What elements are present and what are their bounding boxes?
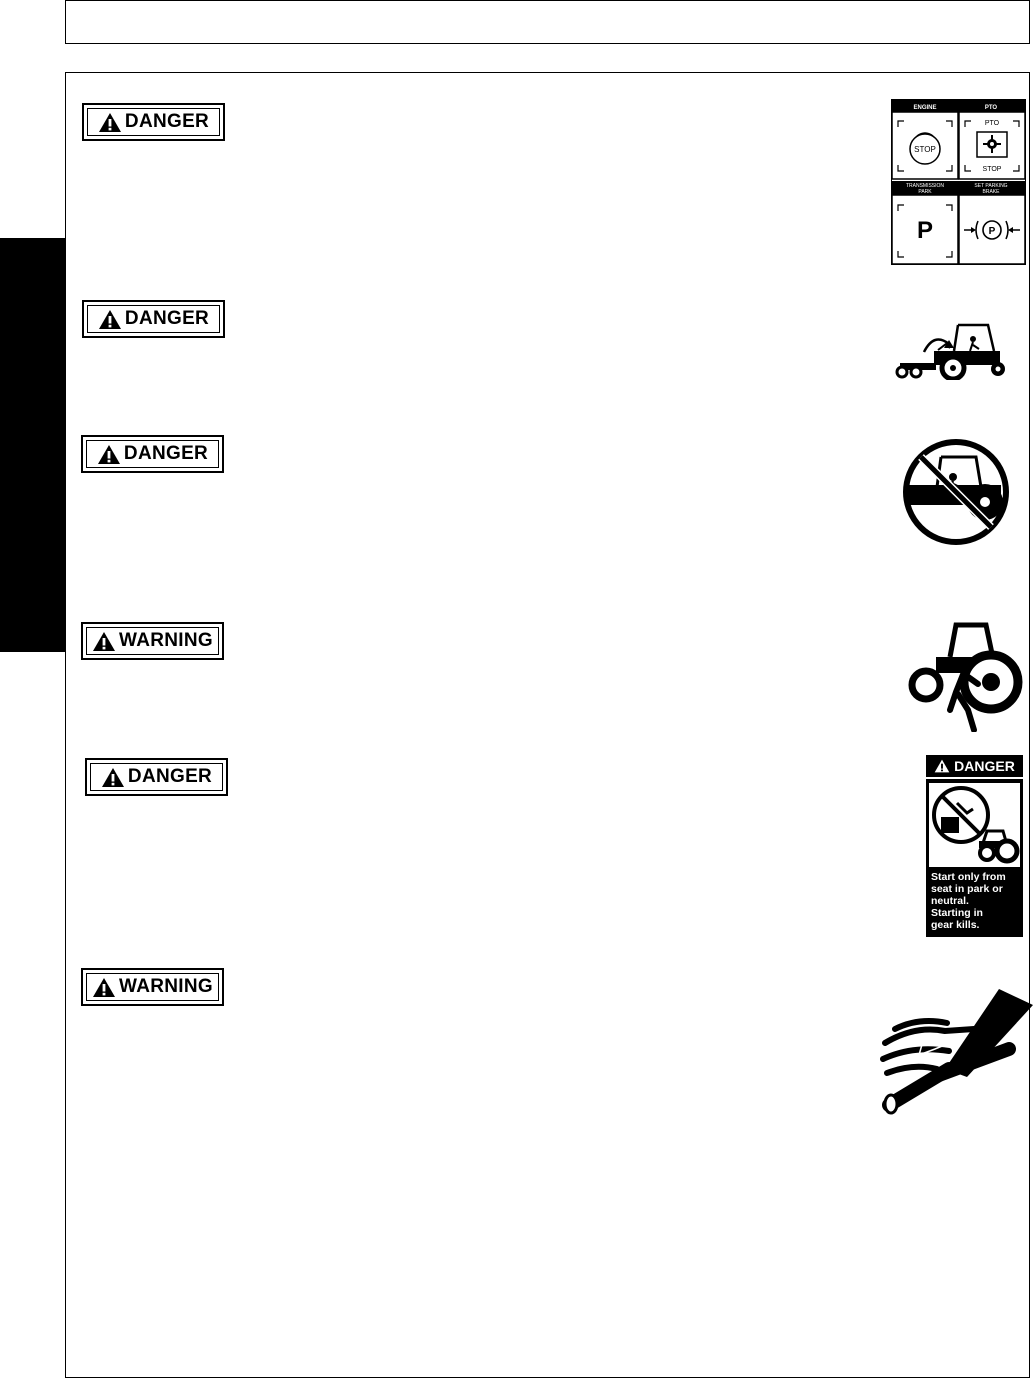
warning-triangle-icon: [101, 767, 125, 788]
signal-badge-danger-3: [81, 435, 224, 473]
decal-signal-word: DANGER: [954, 758, 1015, 774]
decal-line: gear kills.: [931, 919, 980, 931]
signal-word: DANGER: [124, 111, 210, 132]
warning-triangle-icon: [934, 759, 950, 773]
signal-badge-danger-4: [85, 758, 228, 796]
decal-message: [926, 867, 1023, 931]
safety-content-frame: [65, 72, 1030, 1378]
decal-line: seat in park or: [931, 883, 1003, 895]
signal-word: DANGER: [124, 308, 210, 329]
warning-triangle-icon: [98, 309, 122, 330]
section-side-tab: [0, 238, 65, 652]
signal-word: WARNING: [119, 976, 213, 997]
decal-line: Starting in: [931, 907, 983, 919]
decal-transmission-sub: PARK: [918, 189, 932, 195]
decal-brake-sub: BRAKE: [982, 189, 1000, 195]
signal-word: DANGER: [127, 766, 213, 787]
warning-triangle-icon: [92, 977, 116, 998]
decal-line: neutral.: [931, 895, 969, 907]
decal-header: [926, 755, 1023, 779]
no-riders-prohibition-icon: [901, 437, 1011, 547]
engine-pto-transmission-brake-decal: [891, 99, 1026, 265]
signal-word: DANGER: [123, 443, 209, 464]
decal-pto-stop: STOP: [982, 166, 1002, 173]
signal-word: WARNING: [119, 630, 213, 651]
signal-badge-danger-2: [82, 300, 225, 338]
decal-pto-label: PTO: [984, 105, 998, 111]
warning-triangle-icon: [97, 444, 121, 465]
decal-picture: [929, 783, 1020, 867]
decal-pto-inner-label: PTO: [984, 120, 1000, 127]
decal-engine-stop: STOP: [914, 145, 936, 154]
decal-brake-letter: P: [988, 226, 996, 237]
signal-badge-danger-1: [82, 103, 225, 141]
runover-person-icon: [906, 617, 1023, 732]
page-header: [65, 0, 1030, 44]
warning-triangle-icon: [98, 112, 122, 133]
decal-transmission-label: TRANSMISSION: [905, 183, 945, 189]
decal-brake-label: SET PARKING: [974, 183, 1008, 189]
decal-engine-label: ENGINE: [913, 105, 937, 111]
tractor-rollover-icon: [894, 322, 1012, 380]
signal-badge-warning-1: [81, 622, 224, 660]
start-in-gear-decal: [926, 755, 1023, 937]
signal-badge-warning-2: [81, 968, 224, 1006]
decal-line: Start only from: [931, 871, 1006, 883]
warning-triangle-icon: [92, 631, 116, 652]
hydraulic-injection-hand-icon: [879, 985, 1033, 1117]
decal-park-letter: P: [916, 217, 934, 244]
